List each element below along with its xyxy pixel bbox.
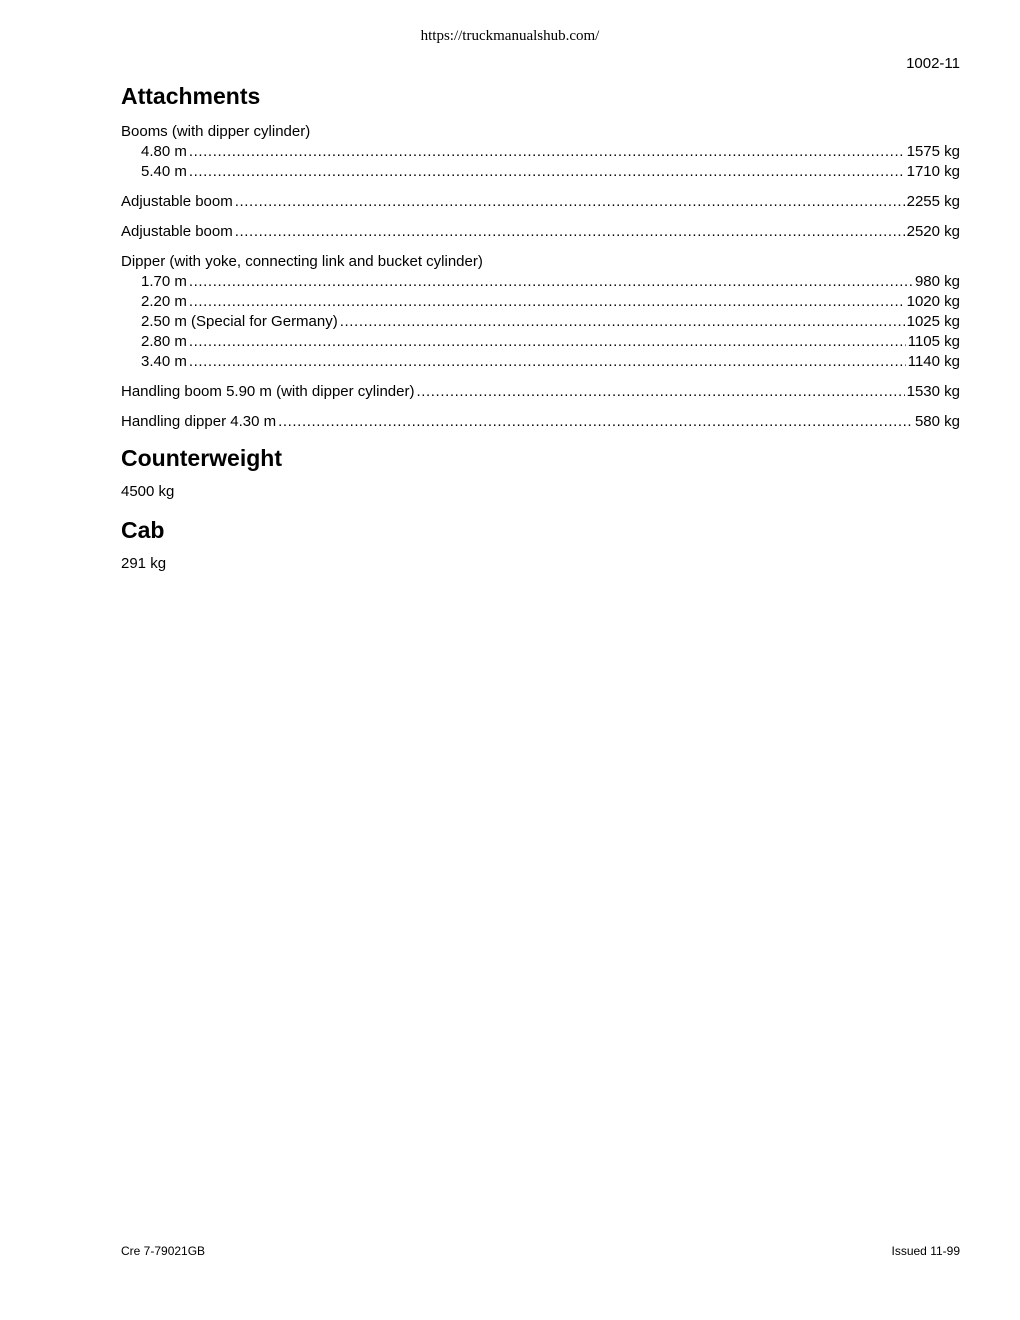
dot-leader — [235, 222, 905, 242]
counterweight-value: 4500 kg — [121, 483, 175, 500]
handling-dipper-row — [121, 412, 960, 432]
booms-heading: Booms (with dipper cylinder) — [121, 123, 311, 140]
dipper-length: 3.40 m — [141, 353, 187, 370]
boom-row — [121, 142, 960, 162]
handling-boom-row — [121, 382, 960, 402]
boom-length: 5.40 m — [141, 163, 187, 180]
document-code: Cre 7-79021GB — [121, 1244, 206, 1258]
dot-leader — [416, 382, 904, 402]
issue-date: Issued 11-99 — [891, 1244, 960, 1258]
handling-dipper-weight: 580 kg — [914, 413, 960, 430]
dipper-row — [121, 332, 960, 352]
boom-weight: 1710 kg — [906, 163, 960, 180]
dipper-weight: 1140 kg — [907, 353, 960, 370]
dot-leader — [189, 142, 905, 162]
cab-value: 291 kg — [121, 555, 167, 572]
adjustable-boom-weight: 2520 kg — [906, 223, 960, 240]
dot-leader — [235, 192, 905, 212]
dipper-weight: 1105 kg — [907, 333, 960, 350]
dipper-length: 1.70 m — [141, 273, 187, 290]
adjustable-boom-weight: 2255 kg — [906, 193, 960, 210]
dipper-row — [121, 272, 960, 292]
attachments-heading: Attachments — [121, 83, 261, 109]
adjustable-boom-label: Adjustable boom — [121, 223, 233, 240]
dot-leader — [189, 352, 906, 372]
dipper-row — [121, 292, 960, 312]
dipper-length: 2.20 m — [141, 293, 187, 310]
adjustable-boom-row — [121, 192, 960, 212]
document-body — [121, 82, 960, 574]
dipper-length: 2.80 m — [141, 333, 187, 350]
counterweight-heading: Counterweight — [121, 445, 282, 471]
handling-boom-label: Handling boom 5.90 m (with dipper cylinder) — [121, 383, 415, 400]
page-number: 1002-11 — [906, 55, 960, 72]
adjustable-boom-label: Adjustable boom — [121, 193, 233, 210]
dot-leader — [189, 162, 905, 182]
dot-leader — [278, 412, 913, 432]
dot-leader — [189, 272, 913, 292]
dot-leader — [189, 332, 906, 352]
dipper-row — [121, 312, 960, 332]
cab-heading: Cab — [121, 517, 165, 543]
dipper-row — [121, 352, 960, 372]
boom-length: 4.80 m — [141, 143, 187, 160]
handling-boom-weight: 1530 kg — [906, 383, 960, 400]
boom-weight: 1575 kg — [906, 143, 960, 160]
boom-row — [121, 162, 960, 182]
dot-leader — [189, 292, 905, 312]
dipper-weight: 1025 kg — [906, 313, 960, 330]
dipper-length: 2.50 m (Special for Germany) — [141, 313, 338, 330]
dipper-weight: 980 kg — [914, 273, 960, 290]
dipper-heading: Dipper (with yoke, connecting link and bucket cylinder) — [121, 253, 483, 270]
dipper-weight: 1020 kg — [906, 293, 960, 310]
dot-leader — [340, 312, 905, 332]
adjustable-boom-row — [121, 222, 960, 242]
handling-dipper-label: Handling dipper 4.30 m — [121, 413, 277, 430]
source-url[interactable]: https://truckmanualshub.com/ — [420, 28, 600, 44]
